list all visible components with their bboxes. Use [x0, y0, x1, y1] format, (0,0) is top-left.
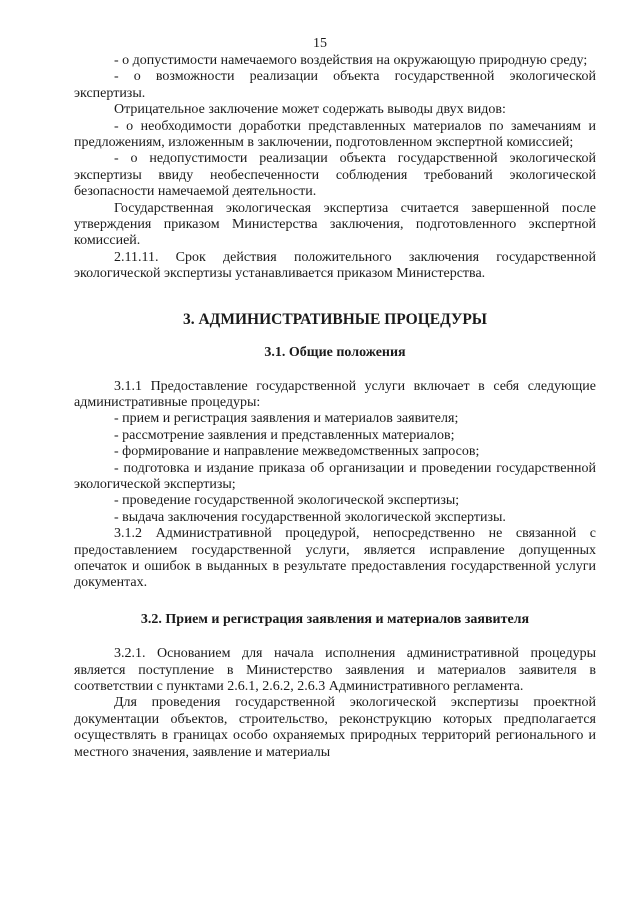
section-heading: 3. АДМИНИСТРАТИВНЫЕ ПРОЦЕДУРЫ [182, 310, 488, 328]
paragraph: - о необходимости доработки представленных материалов по замечаниям и предложениям, изложенным в заключении, подготовленном экспертной комиссией; [74, 118, 596, 151]
page-number: 15 [313, 36, 327, 51]
paragraph: 3.1.1 Предоставление государственной услуги включает в себя следующие административные процедуры: [74, 378, 596, 410]
subsection-heading: 3.1. Общие положения [264, 345, 406, 361]
paragraph: - о допустимости намечаемого воздействия на окружающую природную среду; [114, 53, 588, 68]
list-item: - рассмотрение заявления и представленных материалов; [114, 427, 455, 443]
paragraph: - о недопустимости реализации объекта государственной экологической экспертизы ввиду необеспеченности соблюдения требований экологической безопасности намечаемой деятельности. [74, 151, 596, 200]
paragraph: - о возможности реализации объекта государственной экологической экспертизы. [74, 69, 596, 101]
list-item: - проведение государственной экологической экспертизы; [114, 493, 460, 509]
list-item: - выдача заключения государственной экологической экспертизы. [114, 509, 506, 525]
list-item: - прием и регистрация заявления и материалов заявителя; [114, 411, 459, 427]
paragraph: 3.1.2 Административной процедурой, непосредственно не связанной с предоставлением государственной услуги, является исправление допущенных опечаток и ошибок в выданных в результате предоставления государственной услуги документах. [74, 526, 596, 591]
list-item: - подготовка и издание приказа об организации и проведении государственной экологической экспертизы; [74, 460, 596, 492]
list-item: - формирование и направление межведомственных запросов; [114, 444, 480, 460]
subsection-heading: 3.2. Прием и регистрация заявления и материалов заявителя [140, 611, 530, 627]
paragraph: Государственная экологическая экспертиза считается завершенной после утверждения приказом Министерства заключения, подготовленного экспертной комиссией. [74, 200, 596, 249]
paragraph: 3.2.1. Основанием для начала исполнения административной процедуры является поступление в Министерство заявления и материалов заявителя в соответствии с пунктами 2.6.1, 2.6.2, 2.6.3 Административного регламента. [74, 646, 596, 694]
paragraph: 2.11.11. Срок действия положительного заключения государственной экологической экспертизы устанавливается приказом Министерства. [74, 249, 596, 282]
paragraph: Для проведения государственной экологической экспертизы проектной документации объектов, строительство, реконструкцию которых предполагается осуществлять в границах особо охраняемых природных территорий регионального и местного значения, заявление и материалы [74, 695, 596, 760]
page-content [74, 53, 596, 761]
paragraph: Отрицательное заключение может содержать выводы двух видов: [114, 102, 506, 118]
